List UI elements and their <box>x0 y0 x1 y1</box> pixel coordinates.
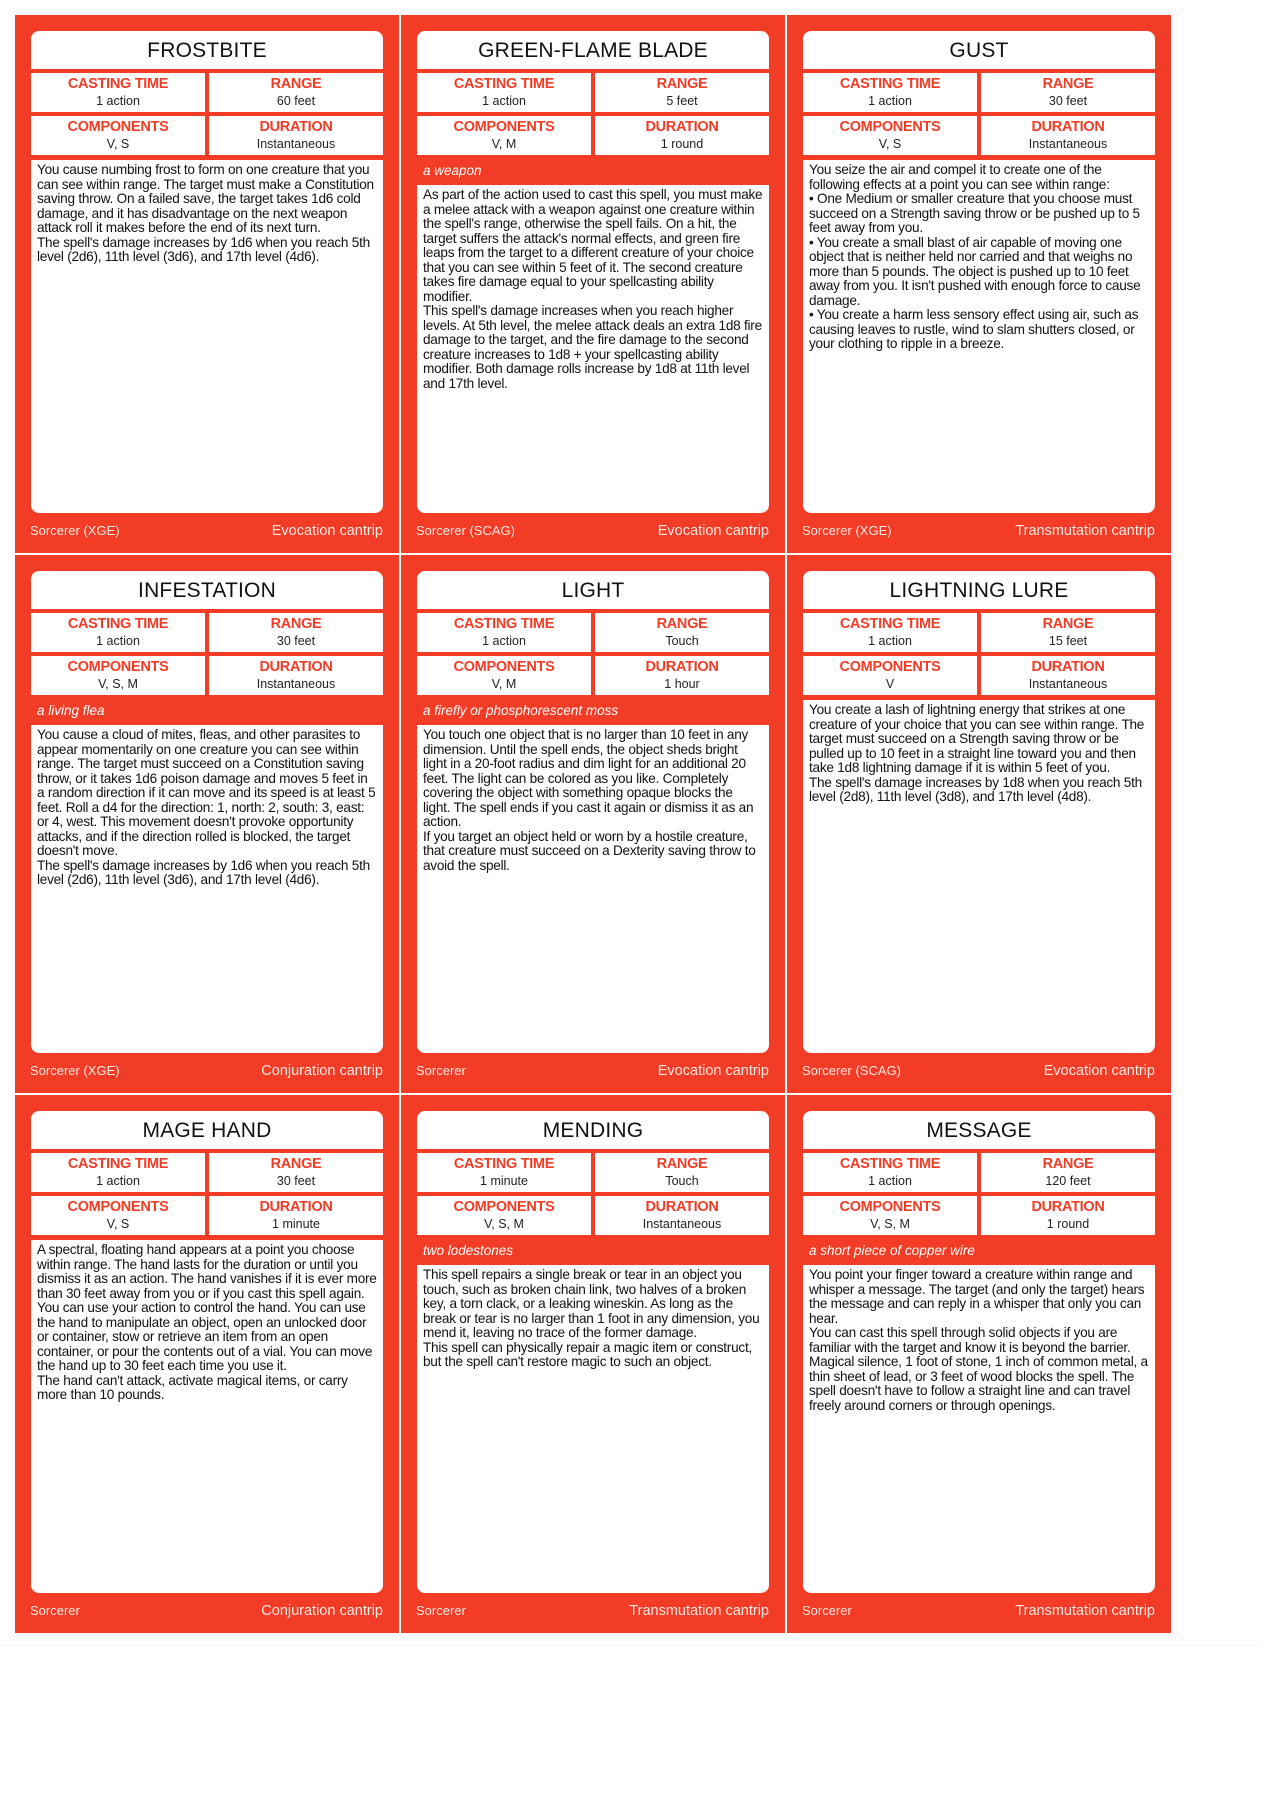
range-label: RANGE <box>656 76 708 92</box>
duration-value: 1 hour <box>664 677 700 691</box>
casting-time-cell <box>31 73 205 112</box>
duration-cell <box>209 116 383 155</box>
duration-value: Instantaneous <box>256 677 336 691</box>
spell-description <box>417 1265 769 1593</box>
casting-time-cell <box>417 1153 591 1192</box>
duration-label: DURATION <box>1031 119 1105 135</box>
duration-cell <box>981 1196 1155 1235</box>
spell-card <box>401 15 785 553</box>
description-paragraph: • You create a harm less sensory effect using air, such as causing leaves to rustle, wind to slam shutters closed, or your clothing to ripple in a breeze. <box>809 307 1139 351</box>
spell-source: Sorcerer (XGE) <box>30 523 120 538</box>
spell-description <box>803 1265 1155 1593</box>
spell-card <box>787 555 1171 1093</box>
duration-value: 1 round <box>660 137 704 151</box>
description-paragraph: You can cast this spell through solid objects if you are familiar with the target and know it is beyond the barrier. Magical silence, 1 foot of stone, 1 inch of common metal, a thin sheet of lead, or 3 feet of wood blocks the spell. The spell doesn't have to follow a straight line and can travel freely around corners or through openings. <box>809 1325 1148 1413</box>
casting-time-cell <box>31 1153 205 1192</box>
components-cell <box>803 116 977 155</box>
casting-time-value: 1 action <box>482 94 526 108</box>
components-value: V, S <box>106 137 130 151</box>
duration-cell <box>209 1196 383 1235</box>
spell-description <box>803 160 1155 513</box>
material-component: a weapon <box>423 163 482 178</box>
spell-school: Conjuration cantrip <box>261 1603 383 1619</box>
description-paragraph: The hand can't attack, activate magical items, or carry more than 10 pounds. <box>37 1372 348 1402</box>
duration-cell <box>209 656 383 695</box>
range-label: RANGE <box>1042 76 1094 92</box>
description-paragraph: As part of the action used to cast this spell, you must make a melee attack with a weapon against one creature within the spell's range, otherwise the spell fails. On a hit, the target suffers the attack's normal effects, and green fire leaps from the target to a different creature of your choice that you can see within 5 feet of it. The second creature takes fire damage equal to your spellcasting ability modifier. <box>423 187 763 304</box>
spell-source: Sorcerer <box>802 1603 852 1618</box>
range-label: RANGE <box>656 1156 708 1172</box>
components-label: COMPONENTS <box>839 1199 941 1215</box>
casting-time-value: 1 action <box>868 1174 912 1188</box>
duration-value: 1 minute <box>272 1217 320 1231</box>
description-paragraph: • One Medium or smaller creature that you choose must succeed on a Strength saving throw or be pushed up to 5 feet away from you. <box>809 191 1140 235</box>
spell-description <box>31 725 383 1053</box>
components-cell <box>31 1196 205 1235</box>
range-value: 30 feet <box>1048 94 1088 108</box>
casting-time-value: 1 minute <box>480 1174 528 1188</box>
spell-card-sheet <box>15 15 1173 1635</box>
description-paragraph: If you target an object held or worn by a hostile creature, that creature must succeed on a Dexterity saving throw to avoid the spell. <box>423 828 756 873</box>
spell-card <box>787 15 1171 553</box>
components-label: COMPONENTS <box>453 119 555 135</box>
spell-title: MENDING <box>417 1111 769 1149</box>
spell-source: Sorcerer <box>416 1603 466 1618</box>
casting-time-cell <box>803 1153 977 1192</box>
spell-title: FROSTBITE <box>31 31 383 69</box>
components-value: V, S, M <box>870 1217 910 1231</box>
spell-title: GUST <box>803 31 1155 69</box>
spell-source: Sorcerer <box>416 1063 466 1078</box>
components-value: V, S <box>878 137 902 151</box>
duration-value: Instantaneous <box>642 1217 722 1231</box>
range-cell <box>209 73 383 112</box>
spell-source: Sorcerer (SCAG) <box>802 1063 901 1078</box>
duration-value: Instantaneous <box>1028 137 1108 151</box>
components-label: COMPONENTS <box>67 659 169 675</box>
range-label: RANGE <box>270 1156 322 1172</box>
casting-time-cell <box>31 613 205 652</box>
material-component: two lodestones <box>423 1243 514 1258</box>
casting-time-value: 1 action <box>96 94 140 108</box>
duration-label: DURATION <box>1031 659 1105 675</box>
components-value: V, M <box>491 137 517 151</box>
description-paragraph: You seize the air and compel it to create one of the following effects at a point you can see within range: <box>809 162 1110 192</box>
components-label: COMPONENTS <box>839 119 941 135</box>
range-label: RANGE <box>270 616 322 632</box>
spell-description <box>31 1240 383 1593</box>
duration-label: DURATION <box>645 119 719 135</box>
casting-time-cell <box>803 613 977 652</box>
spell-description <box>31 160 383 513</box>
spell-description <box>417 185 769 513</box>
components-cell <box>417 1196 591 1235</box>
spell-card <box>15 555 399 1093</box>
spell-source: Sorcerer <box>30 1603 80 1618</box>
description-paragraph: A spectral, floating hand appears at a point you choose within range. The hand lasts for the duration or until you dismiss it as an action. The hand vanishes if it is ever more than 30 feet away from you or if you cast this spell again. <box>37 1242 377 1301</box>
description-paragraph: You touch one object that is no larger than 10 feet in any dimension. Until the spell ends, the object sheds bright light in a 20-foot radius and dim light for an additional 20 feet. The light can be colored as you like. Completely covering the object with something opaque blocks the light. The spell ends if you cast it again or dismiss it as an action. <box>423 727 754 829</box>
spell-school: Evocation cantrip <box>1043 1063 1155 1079</box>
duration-label: DURATION <box>259 1199 333 1215</box>
spell-school: Evocation cantrip <box>657 1063 769 1079</box>
spell-title: INFESTATION <box>31 571 383 609</box>
spell-title: MESSAGE <box>803 1111 1155 1149</box>
components-value: V, S, M <box>484 1217 524 1231</box>
duration-cell <box>981 656 1155 695</box>
spell-title: MAGE HAND <box>31 1111 383 1149</box>
components-label: COMPONENTS <box>67 1199 169 1215</box>
casting-time-label: CASTING TIME <box>67 1156 169 1172</box>
spell-card <box>15 1095 399 1633</box>
description-paragraph: You can use your action to control the hand. You can use the hand to manipulate an object, open an unlocked door or container, stow or retrieve an item from an open container, or pour the contents out of a vial. You can move the hand up to 30 feet each time you use it. <box>37 1300 373 1373</box>
description-paragraph: The spell's damage increases by 1d8 when you reach 5th level (2d8), 11th level (3d8), and 17th level (4d8). <box>809 774 1142 804</box>
spell-title: LIGHT <box>417 571 769 609</box>
components-label: COMPONENTS <box>67 119 169 135</box>
range-value: 15 feet <box>1048 634 1088 648</box>
casting-time-label: CASTING TIME <box>453 1156 555 1172</box>
page-divider <box>0 1645 1260 1646</box>
spell-card <box>401 555 785 1093</box>
spell-description <box>803 700 1155 1053</box>
description-paragraph: You cause numbing frost to form on one creature that you can see within range. The target must make a Constitution saving throw. On a failed save, the target takes 1d6 cold damage, and it has disadvantage on the next weapon attack roll it makes before the end of its next turn. <box>37 162 374 235</box>
duration-label: DURATION <box>645 1199 719 1215</box>
description-paragraph: You create a lash of lightning energy that strikes at one creature of your choice that you can see within range. The target must succeed on a Strength saving throw or be pulled up to 10 feet in a straight line toward you and then take 1d8 lightning damage if it is within 5 feet of you. <box>809 702 1145 775</box>
range-value: 60 feet <box>276 94 316 108</box>
components-cell <box>31 116 205 155</box>
range-cell <box>209 1153 383 1192</box>
spell-school: Conjuration cantrip <box>261 1063 383 1079</box>
casting-time-label: CASTING TIME <box>453 616 555 632</box>
range-cell <box>981 73 1155 112</box>
components-value: V <box>885 677 895 691</box>
casting-time-value: 1 action <box>868 94 912 108</box>
spell-school: Evocation cantrip <box>657 523 769 539</box>
casting-time-label: CASTING TIME <box>839 616 941 632</box>
components-cell <box>803 1196 977 1235</box>
material-component: a short piece of copper wire <box>809 1243 975 1258</box>
description-paragraph: This spell can physically repair a magic item or construct, but the spell can't restore magic to such an object. <box>423 1339 752 1369</box>
spell-title: LIGHTNING LURE <box>803 571 1155 609</box>
components-value: V, M <box>491 677 517 691</box>
components-cell <box>417 116 591 155</box>
duration-label: DURATION <box>259 659 333 675</box>
range-label: RANGE <box>1042 1156 1094 1172</box>
description-paragraph: • You create a small blast of air capable of moving one object that is neither held nor carried and that weighs no more than 5 pounds. The object is pushed up to 10 feet away from you. It isn't pushed with enough force to cause damage. <box>809 234 1141 308</box>
range-label: RANGE <box>1042 616 1094 632</box>
description-paragraph: You point your finger toward a creature within range and whisper a message. The target (and only the target) hears the message and can reply in a whisper that only you can hear. <box>809 1267 1145 1326</box>
duration-cell <box>595 656 769 695</box>
components-label: COMPONENTS <box>453 659 555 675</box>
range-cell <box>981 613 1155 652</box>
casting-time-label: CASTING TIME <box>67 76 169 92</box>
casting-time-cell <box>417 73 591 112</box>
range-value: Touch <box>665 1174 699 1188</box>
description-paragraph: This spell repairs a single break or tear in an object you touch, such as broken chain link, two halves of a broken key, a torn clack, or a leaking wineskin. As long as the break or tear is no larger than 1 foot in any dimension, you mend it, leaving no trace of the former damage. <box>423 1267 760 1340</box>
casting-time-value: 1 action <box>868 634 912 648</box>
duration-label: DURATION <box>1031 1199 1105 1215</box>
duration-value: Instantaneous <box>1028 677 1108 691</box>
components-cell <box>31 656 205 695</box>
spell-school: Transmutation cantrip <box>1015 523 1155 539</box>
casting-time-label: CASTING TIME <box>839 1156 941 1172</box>
spell-school: Transmutation cantrip <box>1015 1603 1155 1619</box>
casting-time-label: CASTING TIME <box>839 76 941 92</box>
casting-time-value: 1 action <box>96 1174 140 1188</box>
range-cell <box>981 1153 1155 1192</box>
spell-school: Evocation cantrip <box>271 523 383 539</box>
description-paragraph: The spell's damage increases by 1d6 when you reach 5th level (2d6), 11th level (3d6), and 17th level (4d6). <box>37 857 370 887</box>
duration-cell <box>595 1196 769 1235</box>
range-value: 5 feet <box>666 94 698 108</box>
spell-card <box>401 1095 785 1633</box>
casting-time-value: 1 action <box>96 634 140 648</box>
casting-time-cell <box>803 73 977 112</box>
range-cell <box>595 1153 769 1192</box>
components-label: COMPONENTS <box>453 1199 555 1215</box>
material-component: a living flea <box>37 703 105 718</box>
components-cell <box>417 656 591 695</box>
range-label: RANGE <box>270 76 322 92</box>
duration-cell <box>981 116 1155 155</box>
casting-time-label: CASTING TIME <box>67 616 169 632</box>
casting-time-label: CASTING TIME <box>453 76 555 92</box>
duration-label: DURATION <box>645 659 719 675</box>
duration-cell <box>595 116 769 155</box>
spell-description <box>417 725 769 1053</box>
duration-label: DURATION <box>259 119 333 135</box>
components-value: V, S <box>106 1217 130 1231</box>
components-cell <box>803 656 977 695</box>
material-component: a firefly or phosphorescent moss <box>423 703 619 718</box>
range-value: Touch <box>665 634 699 648</box>
range-value: 30 feet <box>276 1174 316 1188</box>
duration-value: 1 round <box>1046 1217 1090 1231</box>
casting-time-value: 1 action <box>482 634 526 648</box>
components-value: V, S, M <box>98 677 138 691</box>
spell-title: GREEN-FLAME BLADE <box>417 31 769 69</box>
spell-source: Sorcerer (XGE) <box>802 523 892 538</box>
range-cell <box>595 613 769 652</box>
range-cell <box>595 73 769 112</box>
duration-value: Instantaneous <box>256 137 336 151</box>
range-value: 120 feet <box>1045 1174 1091 1188</box>
spell-card <box>787 1095 1171 1633</box>
range-cell <box>209 613 383 652</box>
spell-source: Sorcerer (XGE) <box>30 1063 120 1078</box>
spell-source: Sorcerer (SCAG) <box>416 523 515 538</box>
description-paragraph: The spell's damage increases by 1d6 when you reach 5th level (2d6), 11th level (3d6), and 17th level (4d6). <box>37 234 370 264</box>
description-paragraph: This spell's damage increases when you reach higher levels. At 5th level, the melee attack deals an extra 1d8 fire damage to the target, and the fire damage to the second creature increases to 1d8 + your spellcasting ability modifier. Both damage rolls increase by 1d8 at 11th level and 17th level. <box>423 303 762 391</box>
description-paragraph: You cause a cloud of mites, fleas, and other parasites to appear momentarily on one creature you can see within range. The target must succeed on a Constitution saving throw, or it takes 1d6 poison damage and moves 5 feet in a random direction if it can move and its speed is at least 5 feet. Roll a d4 for the direction: 1, north: 2, south: 3, east: or 4, west. This movement doesn't provoke opportunity attacks, and if the direction rolled is blocked, the target doesn't move. <box>37 727 376 858</box>
components-label: COMPONENTS <box>839 659 941 675</box>
casting-time-cell <box>417 613 591 652</box>
range-value: 30 feet <box>276 634 316 648</box>
spell-card <box>15 15 399 553</box>
spell-school: Transmutation cantrip <box>629 1603 769 1619</box>
range-label: RANGE <box>656 616 708 632</box>
